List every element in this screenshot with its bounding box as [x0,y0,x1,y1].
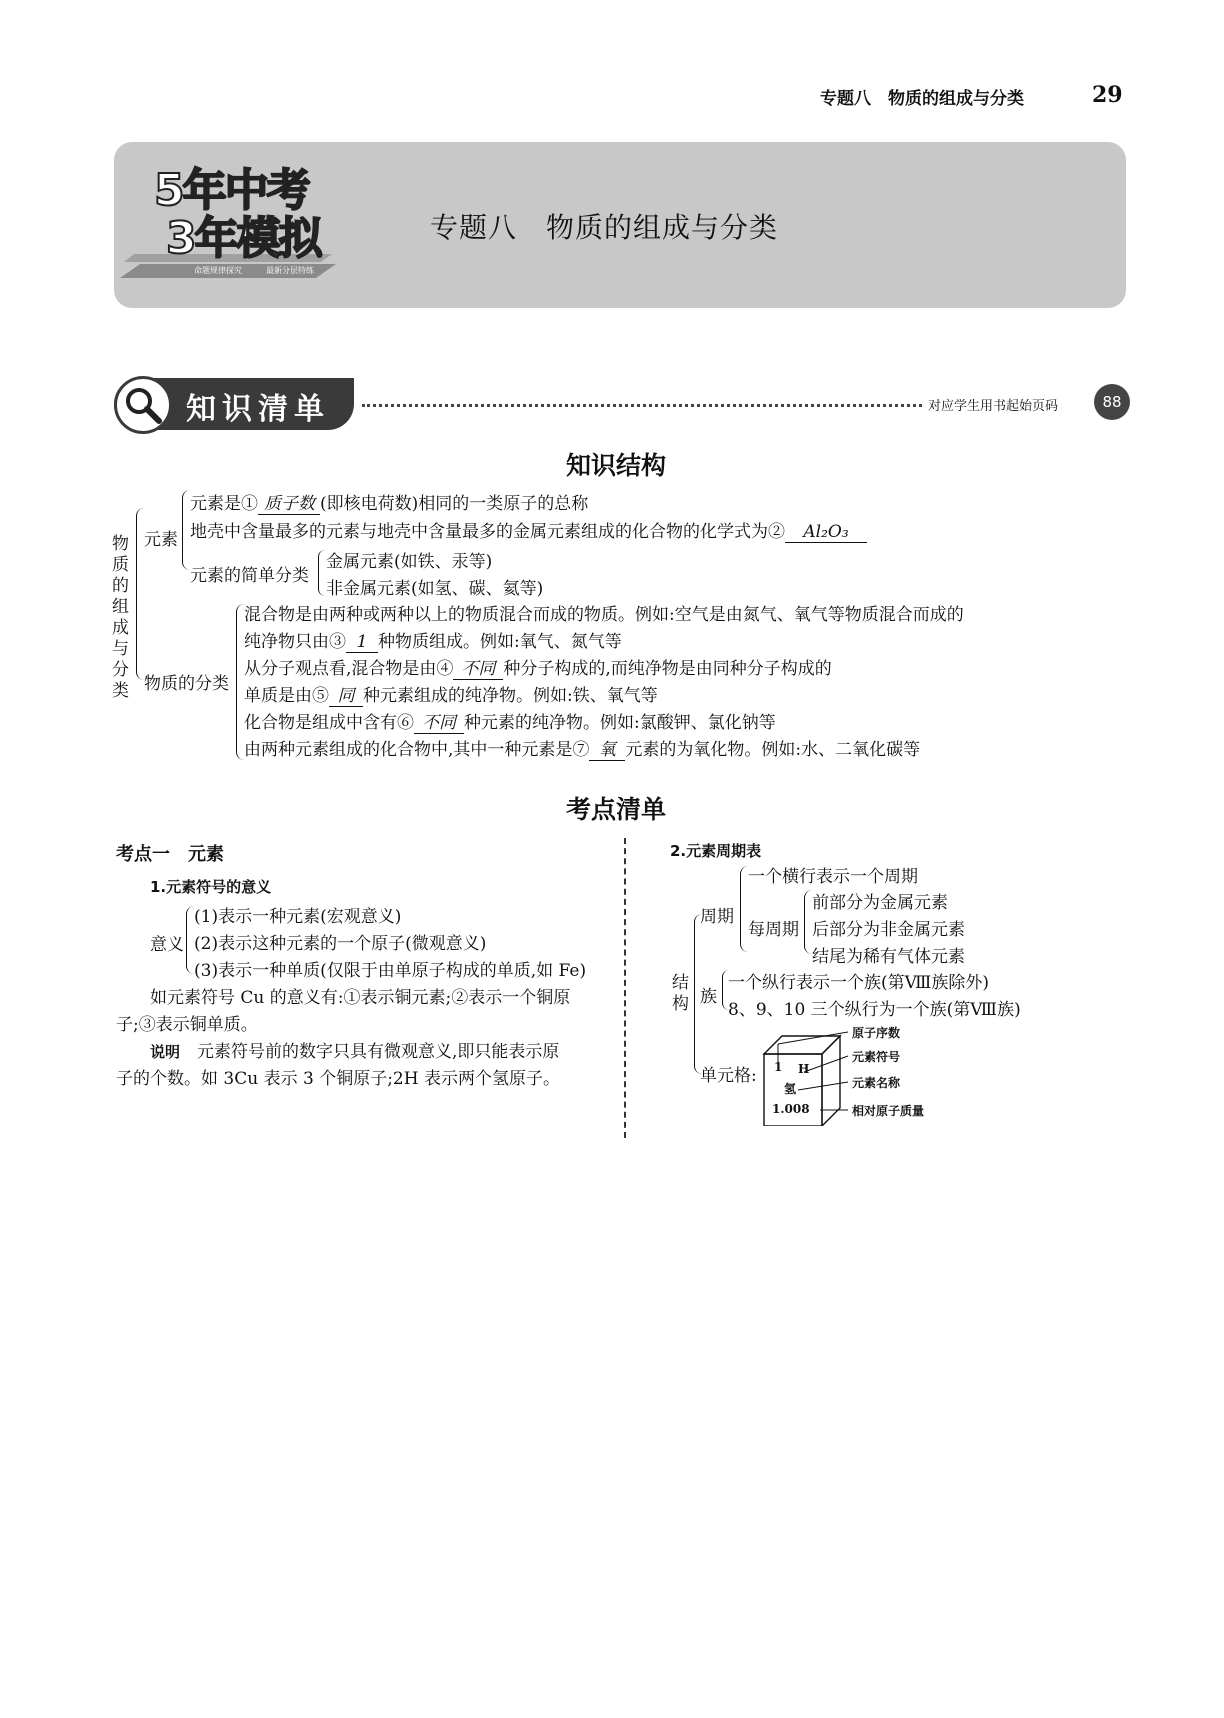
simple-class-brace [318,550,325,596]
cell-symbol: H [798,1062,810,1076]
meaning-1: (1)表示一种元素(宏观意义) [194,907,402,927]
period-row: 一个横行表示一个周期 [748,867,918,887]
answer-7: 氧 [589,735,625,761]
group-label: 族 [700,987,717,1007]
crust-line: 地壳中含量最多的元素与地壳中含量最多的金属元素组成的化合物的化学式为② Al₂O₃ [190,517,867,543]
cu-line-1: 如元素符号 Cu 的意义有:①表示铜元素;②表示一个铜原 [150,988,571,1008]
simple-substance-line: 单质是由⑤ 同 种元素组成的纯净物。例如:铁、氧气等 [244,681,658,707]
cell-mass: 1.008 [772,1102,810,1116]
annotation-atomic-number: 原子序数 [852,1026,901,1040]
metal-elements: 金属元素(如铁、汞等) [326,552,493,572]
answer-1: 质子数 [258,489,320,515]
point1-title: 考点一 元素 [116,844,224,865]
note-label: 说明 [150,1043,181,1061]
meaning-3: (3)表示一种单质(仅限于由单原子构成的单质,如 Fe) [194,961,587,981]
molecule-line: 从分子观点看,混合物是由④ 不同 种分子构成的,而纯净物是由同种分子构成的 [244,654,832,680]
page-ref-badge: 88 [1094,384,1130,420]
note-line-1: 说明 元素符号前的数字只具有微观意义,即只能表示原 [150,1042,560,1062]
page-number: 29 [1092,82,1123,108]
annotation-symbol: 元素符号 [852,1050,901,1064]
logo-tag2: 最新分层特练 [266,266,314,275]
answer-4: 不同 [453,654,503,680]
magnifier-icon [114,376,172,434]
page-ref-label: 对应学生用书起始页码 [928,399,1059,414]
note-line-2: 子的个数。如 3Cu 表示 3 个铜原子;2H 表示两个氢原子。 [116,1069,560,1089]
element-label: 元素 [144,530,178,550]
each-period-1: 前部分为金属元素 [812,893,948,913]
running-header: 专题八 物质的组成与分类 [820,89,1024,109]
meaning-label: 意义 [150,935,184,955]
answer-3: 1 [346,632,378,653]
simple-class-label: 元素的简单分类 [190,566,309,586]
answer-6: 不同 [414,708,464,734]
structure-label: 结构 [672,973,689,1014]
each-period-brace [804,890,812,954]
cell-label: 单元格: [700,1066,757,1086]
pure-line: 纯净物只由③ 1 种物质组成。例如:氧气、氮气等 [244,632,622,652]
dotted-leader [362,404,922,407]
section-title: 知识清单 [186,392,330,427]
mixture-line: 混合物是由两种或两种以上的物质混合而成的物质。例如:空气是由氮气、氧气等物质混合而成的 [244,605,964,625]
meaning-2: (2)表示这种元素的一个原子(微观意义) [194,934,487,954]
each-period-2: 后部分为非金属元素 [812,920,965,940]
logo-tag1: 命题规律探究 [194,266,242,275]
each-period-label: 每周期 [748,920,799,940]
group-1: 一个纵行表示一个族(第Ⅷ族除外) [728,973,990,993]
classification-label: 物质的分类 [144,674,229,694]
cell-name: 氢 [784,1082,797,1096]
group-2: 8、9、10 三个纵行为一个族(第Ⅷ族) [728,1000,1021,1020]
period-brace [740,866,748,952]
answer-5: 同 [329,681,363,707]
column-divider [624,838,626,1138]
sub2-title: 2.元素周期表 [670,842,762,860]
element-def-line: 元素是① 质子数 (即核电荷数)相同的一类原子的总称 [190,489,588,515]
cu-line-2: 子;③表示铜单质。 [116,1015,258,1035]
meaning-brace [186,906,194,974]
cell-number: 1 [774,1060,783,1074]
annotation-mass: 相对原子质量 [852,1104,925,1118]
annotation-name: 元素名称 [852,1076,901,1090]
exam-heading: 考点清单 [566,795,667,824]
logo-line2: 3年模拟 [166,213,321,264]
sub1-title: 1.元素符号的意义 [150,878,272,896]
compound-line: 化合物是组成中含有⑥ 不同 种元素的纯净物。例如:氯酸钾、氯化钠等 [244,708,776,734]
root-label: 物质的组成与分类 [112,534,129,701]
each-period-3: 结尾为稀有气体元素 [812,947,965,967]
series-logo [116,150,336,290]
structure-heading: 知识结构 [566,451,667,480]
oxide-line: 由两种元素组成的化合物中,其中一种元素是⑦ 氧 元素的为氧化物。例如:水、二氧化碳等 [244,735,920,761]
chapter-title: 专题八 物质的组成与分类 [430,211,779,244]
logo-line1: 5年中考 [154,165,309,216]
answer-2: Al₂O₃ [785,522,867,543]
nonmetal-elements: 非金属元素(如氢、碳、氦等) [326,579,544,599]
period-label: 周期 [700,907,734,927]
